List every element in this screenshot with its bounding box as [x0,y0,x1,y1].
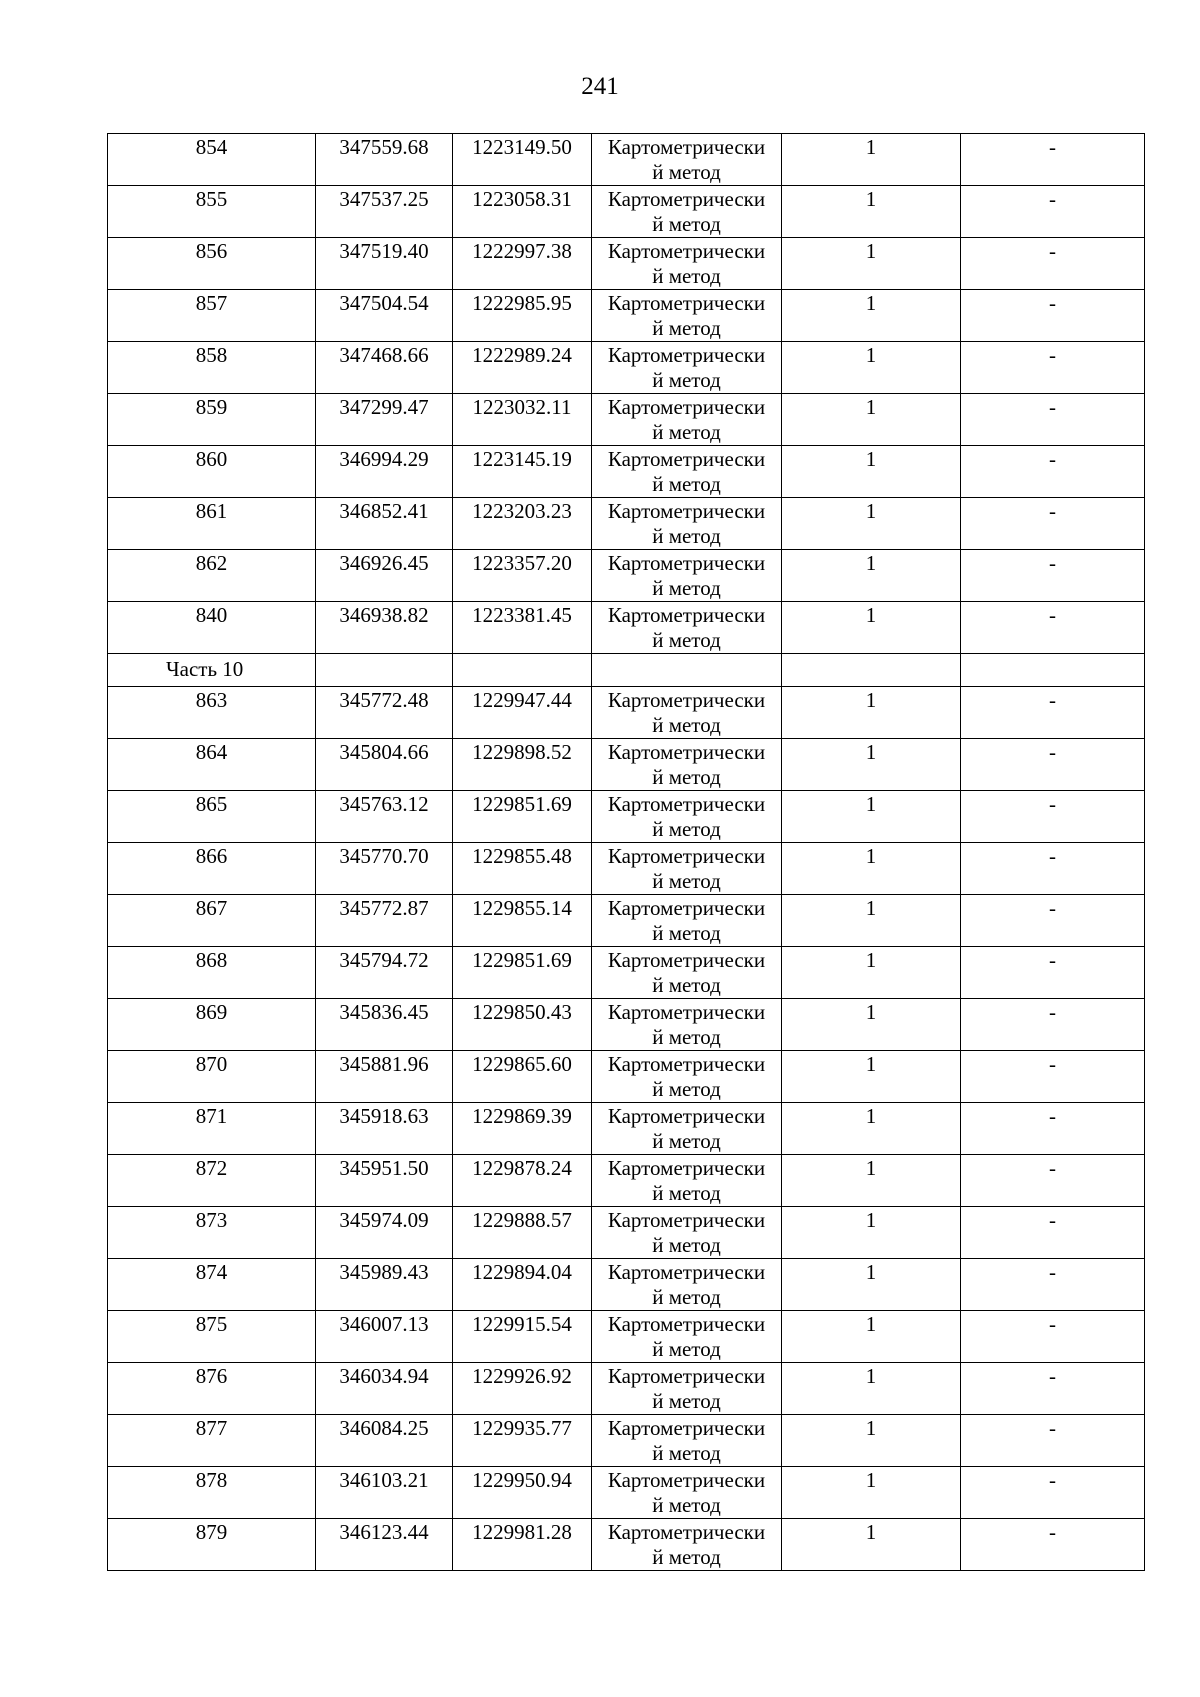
method-text-line2: й метод [652,316,721,340]
method-text-line1: Картометрически [607,1364,766,1388]
point-number-cell: 856 [108,238,316,290]
y-coordinate-cell: 1229898.52 [453,739,592,791]
accuracy-cell: 1 [782,843,961,895]
x-coordinate-cell: 346084.25 [316,1415,453,1467]
method-cell [592,999,782,1051]
note-cell: - [961,843,1145,895]
method-text-line1: Картометрически [607,395,766,419]
note-cell: - [961,1363,1145,1415]
note-cell: - [961,134,1145,186]
method-text-line2: й метод [652,973,721,997]
point-number-cell: 869 [108,999,316,1051]
table-row [108,999,1145,1051]
method-text-line1: Картометрически [607,343,766,367]
method-text-line1: Картометрически [607,1468,766,1492]
table-row [108,791,1145,843]
note-cell: - [961,999,1145,1051]
y-coordinate-cell: 1229855.48 [453,843,592,895]
table-row [108,1363,1145,1415]
note-cell: - [961,342,1145,394]
point-number-cell: 864 [108,739,316,791]
y-coordinate-cell: 1229878.24 [453,1155,592,1207]
method-text-line1: Картометрически [607,551,766,575]
empty-cell [961,654,1145,687]
table-row [108,446,1145,498]
x-coordinate-cell: 346938.82 [316,602,453,654]
table-row [108,134,1145,186]
method-cell [592,342,782,394]
table-row [108,687,1145,739]
accuracy-cell: 1 [782,550,961,602]
point-number-cell: 876 [108,1363,316,1415]
x-coordinate-cell: 345794.72 [316,947,453,999]
y-coordinate-cell: 1223149.50 [453,134,592,186]
note-cell: - [961,1103,1145,1155]
note-cell: - [961,1259,1145,1311]
method-text-line1: Картометрически [607,291,766,315]
y-coordinate-cell: 1229894.04 [453,1259,592,1311]
method-cell [592,446,782,498]
accuracy-cell: 1 [782,895,961,947]
y-coordinate-cell: 1229850.43 [453,999,592,1051]
accuracy-cell: 1 [782,687,961,739]
method-text-line2: й метод [652,264,721,288]
point-number-cell: 862 [108,550,316,602]
method-text-line2: й метод [652,160,721,184]
x-coordinate-cell: 345918.63 [316,1103,453,1155]
point-number-cell: 866 [108,843,316,895]
point-number-cell: 871 [108,1103,316,1155]
x-coordinate-cell: 346034.94 [316,1363,453,1415]
note-cell: - [961,186,1145,238]
point-number-cell: 874 [108,1259,316,1311]
method-text-line1: Картометрически [607,499,766,523]
table-row [108,550,1145,602]
method-text-line2: й метод [652,212,721,236]
accuracy-cell: 1 [782,1311,961,1363]
table-row [108,290,1145,342]
table-row [108,1311,1145,1363]
x-coordinate-cell: 346103.21 [316,1467,453,1519]
method-text-line2: й метод [652,368,721,392]
table-row [108,342,1145,394]
note-cell: - [961,290,1145,342]
note-cell: - [961,791,1145,843]
accuracy-cell: 1 [782,1155,961,1207]
y-coordinate-cell: 1223058.31 [453,186,592,238]
y-coordinate-cell: 1229915.54 [453,1311,592,1363]
method-text-line1: Картометрически [607,1156,766,1180]
table-row [108,1259,1145,1311]
note-cell: - [961,1467,1145,1519]
accuracy-cell: 1 [782,134,961,186]
method-cell [592,186,782,238]
method-text-line2: й метод [652,1025,721,1049]
method-text-line2: й метод [652,817,721,841]
y-coordinate-cell: 1229869.39 [453,1103,592,1155]
x-coordinate-cell: 345881.96 [316,1051,453,1103]
table-body-part-b [108,687,1145,1571]
note-cell: - [961,1051,1145,1103]
method-text-line1: Картометрически [607,1312,766,1336]
y-coordinate-cell: 1223357.20 [453,550,592,602]
point-number-cell: 857 [108,290,316,342]
x-coordinate-cell: 347537.25 [316,186,453,238]
accuracy-cell: 1 [782,999,961,1051]
point-number-cell: 858 [108,342,316,394]
accuracy-cell: 1 [782,1415,961,1467]
section-label: Часть 10 [108,654,316,687]
method-cell [592,1467,782,1519]
y-coordinate-cell: 1229947.44 [453,687,592,739]
accuracy-cell: 1 [782,602,961,654]
point-number-cell: 865 [108,791,316,843]
method-cell [592,739,782,791]
method-text-line1: Картометрически [607,1520,766,1544]
table-row [108,1519,1145,1571]
accuracy-cell: 1 [782,342,961,394]
point-number-cell: 860 [108,446,316,498]
table-row [108,1155,1145,1207]
y-coordinate-cell: 1229935.77 [453,1415,592,1467]
method-cell [592,687,782,739]
table-row [108,1103,1145,1155]
y-coordinate-cell: 1222997.38 [453,238,592,290]
x-coordinate-cell: 346123.44 [316,1519,453,1571]
method-text-line1: Картометрически [607,1104,766,1128]
method-text-line2: й метод [652,1181,721,1205]
x-coordinate-cell: 346007.13 [316,1311,453,1363]
x-coordinate-cell: 346926.45 [316,550,453,602]
point-number-cell: 873 [108,1207,316,1259]
point-number-cell: 868 [108,947,316,999]
method-cell [592,1051,782,1103]
method-text-line1: Картометрически [607,239,766,263]
method-text-line2: й метод [652,628,721,652]
method-cell [592,947,782,999]
x-coordinate-cell: 345836.45 [316,999,453,1051]
method-cell [592,498,782,550]
method-text-line2: й метод [652,1233,721,1257]
method-cell [592,895,782,947]
table-row [108,498,1145,550]
x-coordinate-cell: 345763.12 [316,791,453,843]
y-coordinate-cell: 1229851.69 [453,947,592,999]
method-text-line1: Картометрически [607,1000,766,1024]
method-text-line1: Картометрически [607,603,766,627]
method-text-line2: й метод [652,1129,721,1153]
y-coordinate-cell: 1229855.14 [453,895,592,947]
method-text-line2: й метод [652,1389,721,1413]
y-coordinate-cell: 1222985.95 [453,290,592,342]
accuracy-cell: 1 [782,498,961,550]
method-cell [592,791,782,843]
x-coordinate-cell: 347519.40 [316,238,453,290]
table-row [108,602,1145,654]
note-cell: - [961,895,1145,947]
point-number-cell: 863 [108,687,316,739]
accuracy-cell: 1 [782,1467,961,1519]
table-row [108,1207,1145,1259]
method-text-line2: й метод [652,1545,721,1569]
note-cell: - [961,1311,1145,1363]
point-number-cell: 878 [108,1467,316,1519]
accuracy-cell: 1 [782,1207,961,1259]
method-cell [592,238,782,290]
method-text-line1: Картометрически [607,896,766,920]
point-number-cell: 854 [108,134,316,186]
accuracy-cell: 1 [782,446,961,498]
method-text-line2: й метод [652,576,721,600]
method-text-line2: й метод [652,713,721,737]
y-coordinate-cell: 1223032.11 [453,394,592,446]
method-cell [592,843,782,895]
x-coordinate-cell: 345770.70 [316,843,453,895]
table-row [108,843,1145,895]
point-number-cell: 840 [108,602,316,654]
coordinates-table [107,133,1145,1571]
accuracy-cell: 1 [782,1363,961,1415]
y-coordinate-cell: 1229888.57 [453,1207,592,1259]
y-coordinate-cell: 1229851.69 [453,791,592,843]
x-coordinate-cell: 345989.43 [316,1259,453,1311]
x-coordinate-cell: 345772.87 [316,895,453,947]
x-coordinate-cell: 345974.09 [316,1207,453,1259]
method-cell [592,550,782,602]
point-number-cell: 859 [108,394,316,446]
method-text-line1: Картометрически [607,1052,766,1076]
method-text-line1: Картометрически [607,1260,766,1284]
method-cell [592,134,782,186]
method-cell [592,1103,782,1155]
section-row [108,654,1145,687]
note-cell: - [961,602,1145,654]
table-row [108,947,1145,999]
method-text-line2: й метод [652,869,721,893]
accuracy-cell: 1 [782,947,961,999]
note-cell: - [961,394,1145,446]
table-body-part-a [108,134,1145,654]
method-text-line1: Картометрически [607,792,766,816]
method-text-line1: Картометрически [607,740,766,764]
method-text-line2: й метод [652,921,721,945]
y-coordinate-cell: 1223203.23 [453,498,592,550]
x-coordinate-cell: 347468.66 [316,342,453,394]
method-text-line2: й метод [652,1441,721,1465]
point-number-cell: 877 [108,1415,316,1467]
y-coordinate-cell: 1229981.28 [453,1519,592,1571]
x-coordinate-cell: 345804.66 [316,739,453,791]
note-cell: - [961,1415,1145,1467]
method-cell [592,1259,782,1311]
method-cell [592,1415,782,1467]
method-text-line2: й метод [652,420,721,444]
method-text-line2: й метод [652,1077,721,1101]
table-row [108,1467,1145,1519]
method-text-line1: Картометрически [607,844,766,868]
method-cell [592,1311,782,1363]
note-cell: - [961,446,1145,498]
x-coordinate-cell: 347504.54 [316,290,453,342]
point-number-cell: 855 [108,186,316,238]
y-coordinate-cell: 1222989.24 [453,342,592,394]
note-cell: - [961,1155,1145,1207]
page-number: 241 [581,73,619,100]
note-cell: - [961,687,1145,739]
method-text-line2: й метод [652,524,721,548]
method-text-line1: Картометрически [607,135,766,159]
method-cell [592,290,782,342]
note-cell: - [961,238,1145,290]
point-number-cell: 861 [108,498,316,550]
method-text-line2: й метод [652,1493,721,1517]
method-cell [592,1155,782,1207]
method-text-line1: Картометрически [607,1416,766,1440]
accuracy-cell: 1 [782,1051,961,1103]
x-coordinate-cell: 346852.41 [316,498,453,550]
accuracy-cell: 1 [782,1103,961,1155]
accuracy-cell: 1 [782,739,961,791]
method-cell [592,394,782,446]
method-text-line1: Картометрически [607,688,766,712]
x-coordinate-cell: 347559.68 [316,134,453,186]
accuracy-cell: 1 [782,290,961,342]
y-coordinate-cell: 1229926.92 [453,1363,592,1415]
x-coordinate-cell: 345772.48 [316,687,453,739]
point-number-cell: 867 [108,895,316,947]
method-cell [592,1207,782,1259]
accuracy-cell: 1 [782,791,961,843]
method-cell [592,602,782,654]
table-row [108,186,1145,238]
note-cell: - [961,947,1145,999]
accuracy-cell: 1 [782,238,961,290]
method-text-line2: й метод [652,1285,721,1309]
x-coordinate-cell: 346994.29 [316,446,453,498]
method-cell [592,1519,782,1571]
method-text-line1: Картометрически [607,187,766,211]
method-text-line1: Картометрически [607,948,766,972]
table-row [108,238,1145,290]
note-cell: - [961,739,1145,791]
method-text-line1: Картометрически [607,1208,766,1232]
x-coordinate-cell: 347299.47 [316,394,453,446]
note-cell: - [961,1519,1145,1571]
empty-cell [782,654,961,687]
note-cell: - [961,1207,1145,1259]
point-number-cell: 879 [108,1519,316,1571]
table-row [108,1415,1145,1467]
x-coordinate-cell: 345951.50 [316,1155,453,1207]
method-cell [592,1363,782,1415]
y-coordinate-cell: 1223381.45 [453,602,592,654]
section-row-group [108,654,1145,687]
empty-cell [453,654,592,687]
y-coordinate-cell: 1223145.19 [453,446,592,498]
accuracy-cell: 1 [782,1259,961,1311]
note-cell: - [961,550,1145,602]
accuracy-cell: 1 [782,186,961,238]
table-row [108,739,1145,791]
method-text-line2: й метод [652,765,721,789]
point-number-cell: 872 [108,1155,316,1207]
table-row [108,394,1145,446]
empty-cell [592,654,782,687]
y-coordinate-cell: 1229865.60 [453,1051,592,1103]
method-text-line2: й метод [652,1337,721,1361]
empty-cell [316,654,453,687]
accuracy-cell: 1 [782,1519,961,1571]
method-text-line1: Картометрически [607,447,766,471]
accuracy-cell: 1 [782,394,961,446]
note-cell: - [961,498,1145,550]
y-coordinate-cell: 1229950.94 [453,1467,592,1519]
table-row [108,1051,1145,1103]
table-row [108,895,1145,947]
point-number-cell: 875 [108,1311,316,1363]
point-number-cell: 870 [108,1051,316,1103]
method-text-line2: й метод [652,472,721,496]
